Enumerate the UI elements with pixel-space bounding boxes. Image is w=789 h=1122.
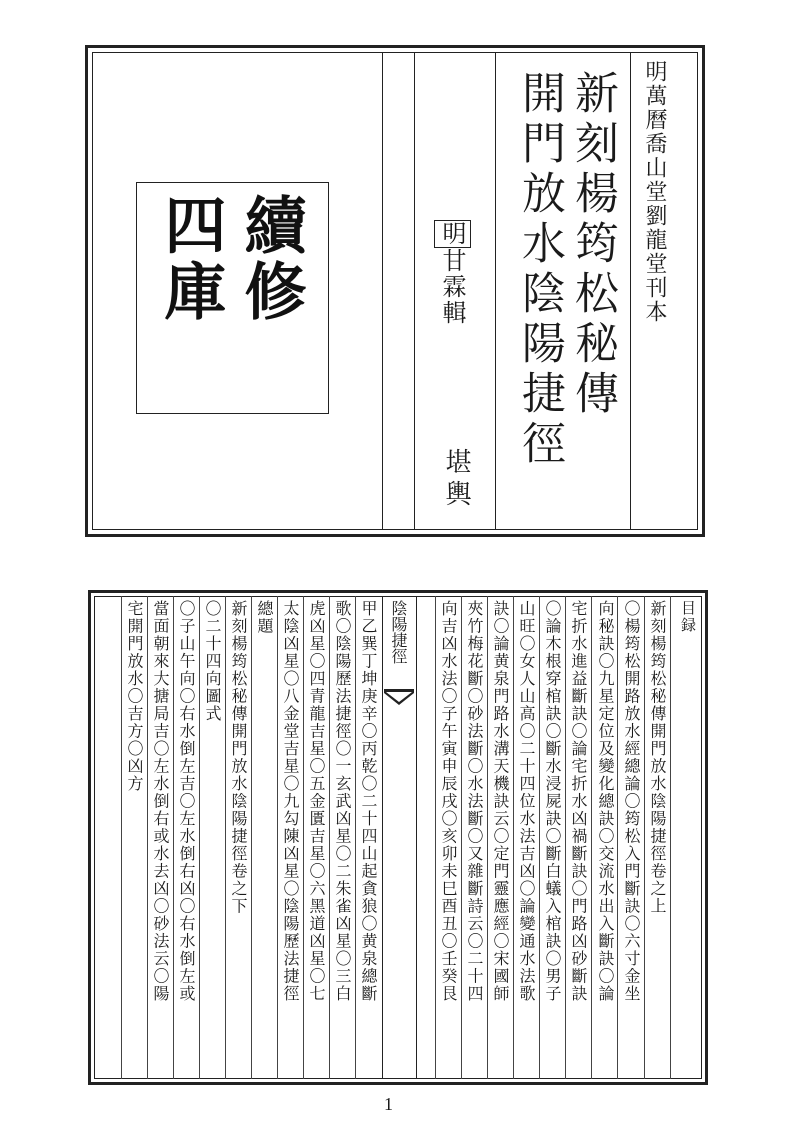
series-label: 堪輿 bbox=[441, 448, 471, 512]
column-divider bbox=[495, 52, 496, 530]
toc-column: 新刻楊筠松秘傳開門放水陰陽捷徑卷之上 bbox=[648, 600, 667, 915]
page-number: 1 bbox=[384, 1094, 393, 1114]
fold-strip bbox=[382, 52, 414, 530]
column-rule bbox=[251, 596, 252, 1079]
compiler-credit bbox=[434, 220, 471, 326]
toc-column: 虎凶星〇四青龍吉星〇五金匱吉星〇六黑道凶星〇七 bbox=[307, 600, 326, 1003]
column-rule bbox=[487, 596, 488, 1079]
toc-column: 甲乙巽丁坤庚辛〇丙乾〇二十四山起貪狼〇黄泉總斷 bbox=[359, 600, 378, 1003]
column-rule bbox=[199, 596, 200, 1079]
toc-column: 〇二十四向圖式 bbox=[203, 600, 222, 723]
column-rule bbox=[565, 596, 566, 1079]
toc-column: 當面朝來大搪局吉〇左水倒右或水去凶〇砂法云〇陽 bbox=[151, 600, 170, 1003]
toc-column: 〇子山午向〇右水倒左吉〇左水倒右凶〇右水倒左或 bbox=[177, 600, 196, 1003]
toc-column: 向秘訣〇九星定位及變化總訣〇交流水出入斷訣〇論 bbox=[596, 600, 615, 1003]
toc-column: 向吉凶水法〇子午寅申辰戌〇亥卯未巳酉丑〇壬癸艮 bbox=[439, 600, 458, 1003]
toc-column: 宅開門放水〇吉方〇凶方 bbox=[125, 600, 144, 793]
toc-column: 〇楊筠松開路放水經總論〇筠松入門斷訣〇六寸金坐 bbox=[622, 600, 641, 1003]
column-rule bbox=[539, 596, 540, 1079]
column-divider bbox=[630, 52, 631, 530]
book-title-line-2: 開門放水陰陽捷徑 bbox=[514, 70, 565, 470]
toc-column: 〇論木根穿棺訣〇斷水浸屍訣〇斷白蟻入棺訣〇男子 bbox=[543, 600, 562, 1003]
column-rule bbox=[147, 596, 148, 1079]
book-title-line-1: 新刻楊筠松秘傳 bbox=[567, 70, 618, 420]
column-rule bbox=[173, 596, 174, 1079]
toc-column: 訣〇論黄泉門路水溝天機訣云〇定門靈應經〇宋國師 bbox=[491, 600, 510, 1003]
column-rule bbox=[644, 596, 645, 1079]
dynasty-mark: 明 bbox=[434, 220, 471, 248]
column-rule bbox=[121, 596, 122, 1079]
column-rule bbox=[513, 596, 514, 1079]
fold-strip-title: 陰陽捷徑 bbox=[389, 600, 408, 664]
column-rule bbox=[355, 596, 356, 1079]
column-rule bbox=[435, 596, 436, 1079]
column-rule bbox=[461, 596, 462, 1079]
column-rule bbox=[303, 596, 304, 1079]
toc-column: 山旺〇女人山高〇二十四位水法吉凶〇論變通水法歌 bbox=[517, 600, 536, 1003]
center-fold-strip bbox=[382, 596, 416, 1079]
column-rule bbox=[225, 596, 226, 1079]
compiler-name: 甘霖輯 bbox=[438, 248, 466, 326]
toc-column: 宅折水進益斷訣〇論宅折水凶禍斷訣〇門路凶砂斷訣 bbox=[569, 600, 588, 1003]
column-rule bbox=[617, 596, 618, 1079]
toc-heading: 目録 bbox=[679, 600, 697, 634]
toc-column: 新刻楊筠松秘傳開門放水陰陽捷徑卷之下 bbox=[229, 600, 248, 915]
toc-column: 總題 bbox=[255, 600, 274, 635]
column-rule bbox=[277, 596, 278, 1079]
column-rule bbox=[591, 596, 592, 1079]
imprint-note: 明萬曆喬山堂劉龍堂刊本 bbox=[642, 60, 667, 324]
collection-seal bbox=[136, 182, 329, 414]
column-rule bbox=[670, 596, 671, 1079]
fish-tail-icon bbox=[384, 689, 414, 709]
toc-column: 太陰凶星〇八金堂吉星〇九勾陳凶星〇陰陽歷法捷徑 bbox=[281, 600, 300, 1003]
toc-column: 歌〇陰陽歷法捷徑〇一玄武凶星〇二朱雀凶星〇三白 bbox=[333, 600, 352, 1003]
seal-text-right: 續修 bbox=[234, 193, 307, 325]
column-rule bbox=[329, 596, 330, 1079]
seal-text-left: 四庫 bbox=[154, 193, 227, 325]
toc-column: 夾竹梅花斷〇砂法斷〇水法斷〇又雜斷詩云〇二十四 bbox=[465, 600, 484, 1003]
